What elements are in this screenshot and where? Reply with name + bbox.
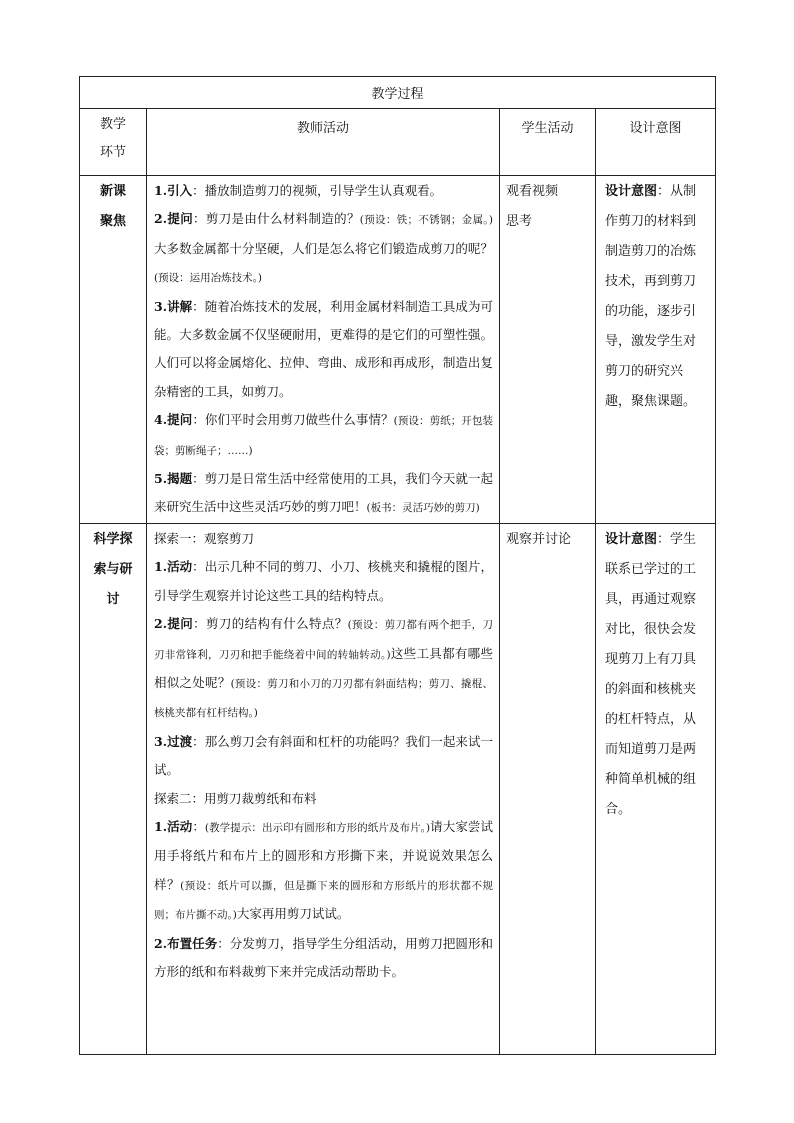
student-line: 观看视频: [506, 184, 559, 199]
activity-paragraph: 1.活动：(教学提示：出示印有圆形和方形的纸片及布片。)请大家尝试用手将纸片和布片上的圆形和方形撕下来，并说说效果怎么样？(预设：纸片可以撕，但是撕下来的圆形和方形纸片的形状都不规则；布片撕不动。)大家再用剪刀试试。: [154, 818, 493, 922]
header-row: [80, 109, 716, 176]
student-line: 思考: [506, 214, 533, 229]
header-stage: [80, 109, 147, 176]
student-activity-cell: 观察并讨论: [500, 523, 596, 1054]
student-activity-cell: [500, 176, 596, 524]
activity-paragraph: 1.活动：出示几种不同的剪刀、小刀、核桃夹和撬棍的图片，引导学生观察并讨论这些工具的结构特点。: [154, 559, 493, 603]
activity-paragraph: 2.提问：剪刀是由什么材料制造的？(预设：铁；不锈钢；金属。)大多数金属都十分坚硬，人们是怎么将它们锻造成剪刀的呢？(预设：运用冶炼技术。): [154, 211, 493, 285]
design-intent-cell: [596, 176, 716, 524]
activity-paragraph: 1.引入：播放制造剪刀的视频，引导学生认真观看。: [154, 183, 443, 198]
activity-paragraph: 2.提问：剪刀的结构有什么特点？(预设：剪刀都有两个把手，刀刃非常锋利，刀刃和把手能绕着中间的转轴转动。)这些工具都有哪些相似之处呢？(预设：剪刀和小刀的刀刃都有斜面结构；剪刀、撬棍、核桃夹都有杠杆结构。): [154, 616, 493, 720]
activity-paragraph: 5.揭题：剪刀是日常生活中经常使用的工具，我们今天就一起来研究生活中这些灵活巧妙的剪刀吧！(板书：灵活巧妙的剪刀): [154, 471, 493, 515]
intent-text: ：从制作剪刀的材料到制造剪刀的冶炼技术，再到剪刀的功能，逐步引导，激发学生对剪刀的研究兴趣，聚焦课题。: [605, 184, 697, 409]
stage-line: 讨: [106, 591, 120, 607]
intent-label: 设计意图: [605, 531, 658, 547]
activity-paragraph: 3.过渡：那么剪刀会有斜面和杠杆的功能吗？我们一起来试一试。: [154, 733, 493, 778]
header-teacher: 教师活动: [147, 109, 500, 176]
stage-line: 索与研: [93, 561, 133, 577]
header-student: 学生活动: [500, 109, 596, 176]
explore-heading: 探索二：用剪刀裁剪纸和布料: [154, 790, 317, 806]
table-row: [80, 176, 716, 524]
table-row: [80, 523, 716, 1054]
activity-paragraph: 3.讲解：随着冶炼技术的发展，利用金属材料制造工具成为可能。大多数金属不仅坚硬耐用，更难得的是它们的可塑性强。人们可以将金属熔化、拉伸、弯曲、成形和再成形，制造出复杂精密的工具，如剪刀。: [154, 298, 493, 399]
lesson-process-table: [79, 76, 716, 1055]
activity-paragraph: 2.布置任务：分发剪刀，指导学生分组活动，用剪刀把圆形和方形的纸和布料裁剪下来并完成活动帮助卡。: [154, 935, 493, 979]
header-stage-line2: 环节: [99, 145, 126, 160]
design-intent-cell: [596, 523, 716, 1054]
activity-paragraph: 4.提问：你们平时会用剪刀做些什么事情？(预设：剪纸；开包装袋；剪断绳子；……): [154, 412, 493, 457]
intent-label: 设计意图: [605, 184, 658, 199]
stage-line: 科学探: [93, 531, 133, 547]
stage-cell: [80, 176, 147, 524]
stage-line: 新课: [99, 184, 126, 199]
header-stage-line1: 教学: [99, 117, 126, 132]
explore-heading: 探索一：观察剪刀: [154, 530, 255, 546]
intent-text: ：学生联系已学过的工具，再通过观察对比，很快会发现剪刀上有刀具的斜面和核桃夹的杠杆特点，从而知道剪刀是两种简单机械的组合。: [605, 531, 697, 817]
table-title: 教学过程: [80, 77, 716, 109]
stage-line: 聚焦: [99, 214, 126, 229]
teacher-activity-cell: [147, 176, 500, 524]
header-intent: 设计意图: [596, 109, 716, 176]
stage-cell: [80, 523, 147, 1054]
teacher-activity-cell: [147, 523, 500, 1054]
